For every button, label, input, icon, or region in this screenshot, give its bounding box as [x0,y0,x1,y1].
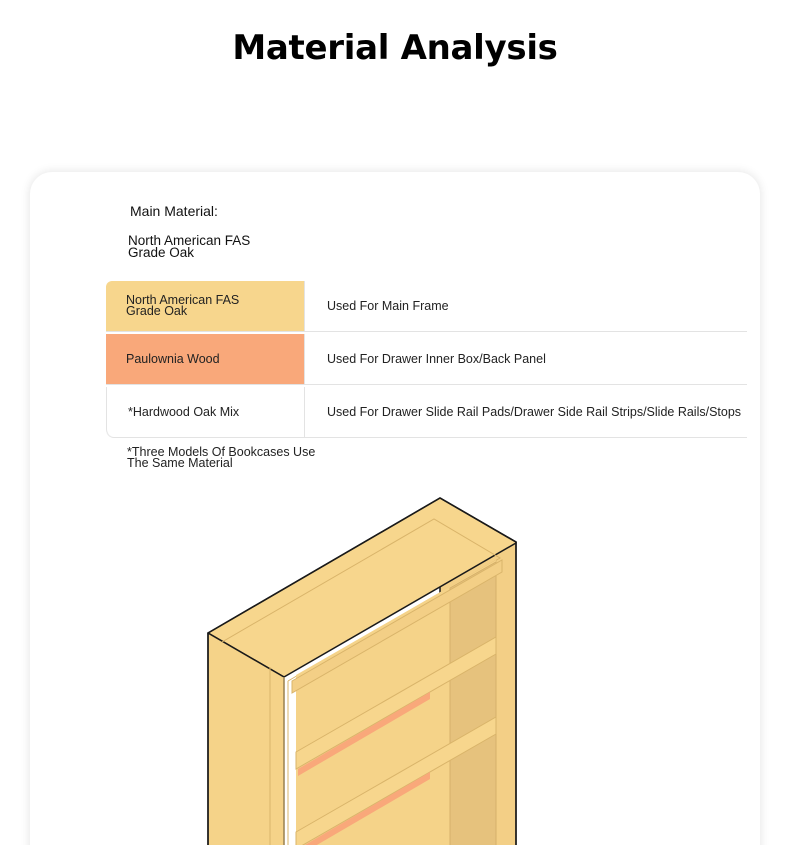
material-name-text: North American FAS Grade Oak [126,293,240,318]
material-name-text: Paulownia Wood [126,351,220,366]
material-use-text: Used For Drawer Slide Rail Pads/Drawer Side Rail Strips/Slide Rails/Stops [327,404,742,419]
main-material-value: North American FAS Grade Oak [128,233,251,260]
page-title: Material Analysis [232,28,558,68]
material-use-text: Used For Main Frame [327,298,449,313]
material-card [30,172,760,845]
material-use-text: Used For Drawer Inner Box/Back Panel [327,351,546,366]
material-name-text: *Hardwood Oak Mix [128,404,240,419]
bookcase-inner-right [450,562,496,845]
main-material-label: Main Material: [130,203,218,219]
material-note: *Three Models Of Bookcases Use The Same Material [127,445,316,470]
bookcase-illustration [30,172,760,845]
